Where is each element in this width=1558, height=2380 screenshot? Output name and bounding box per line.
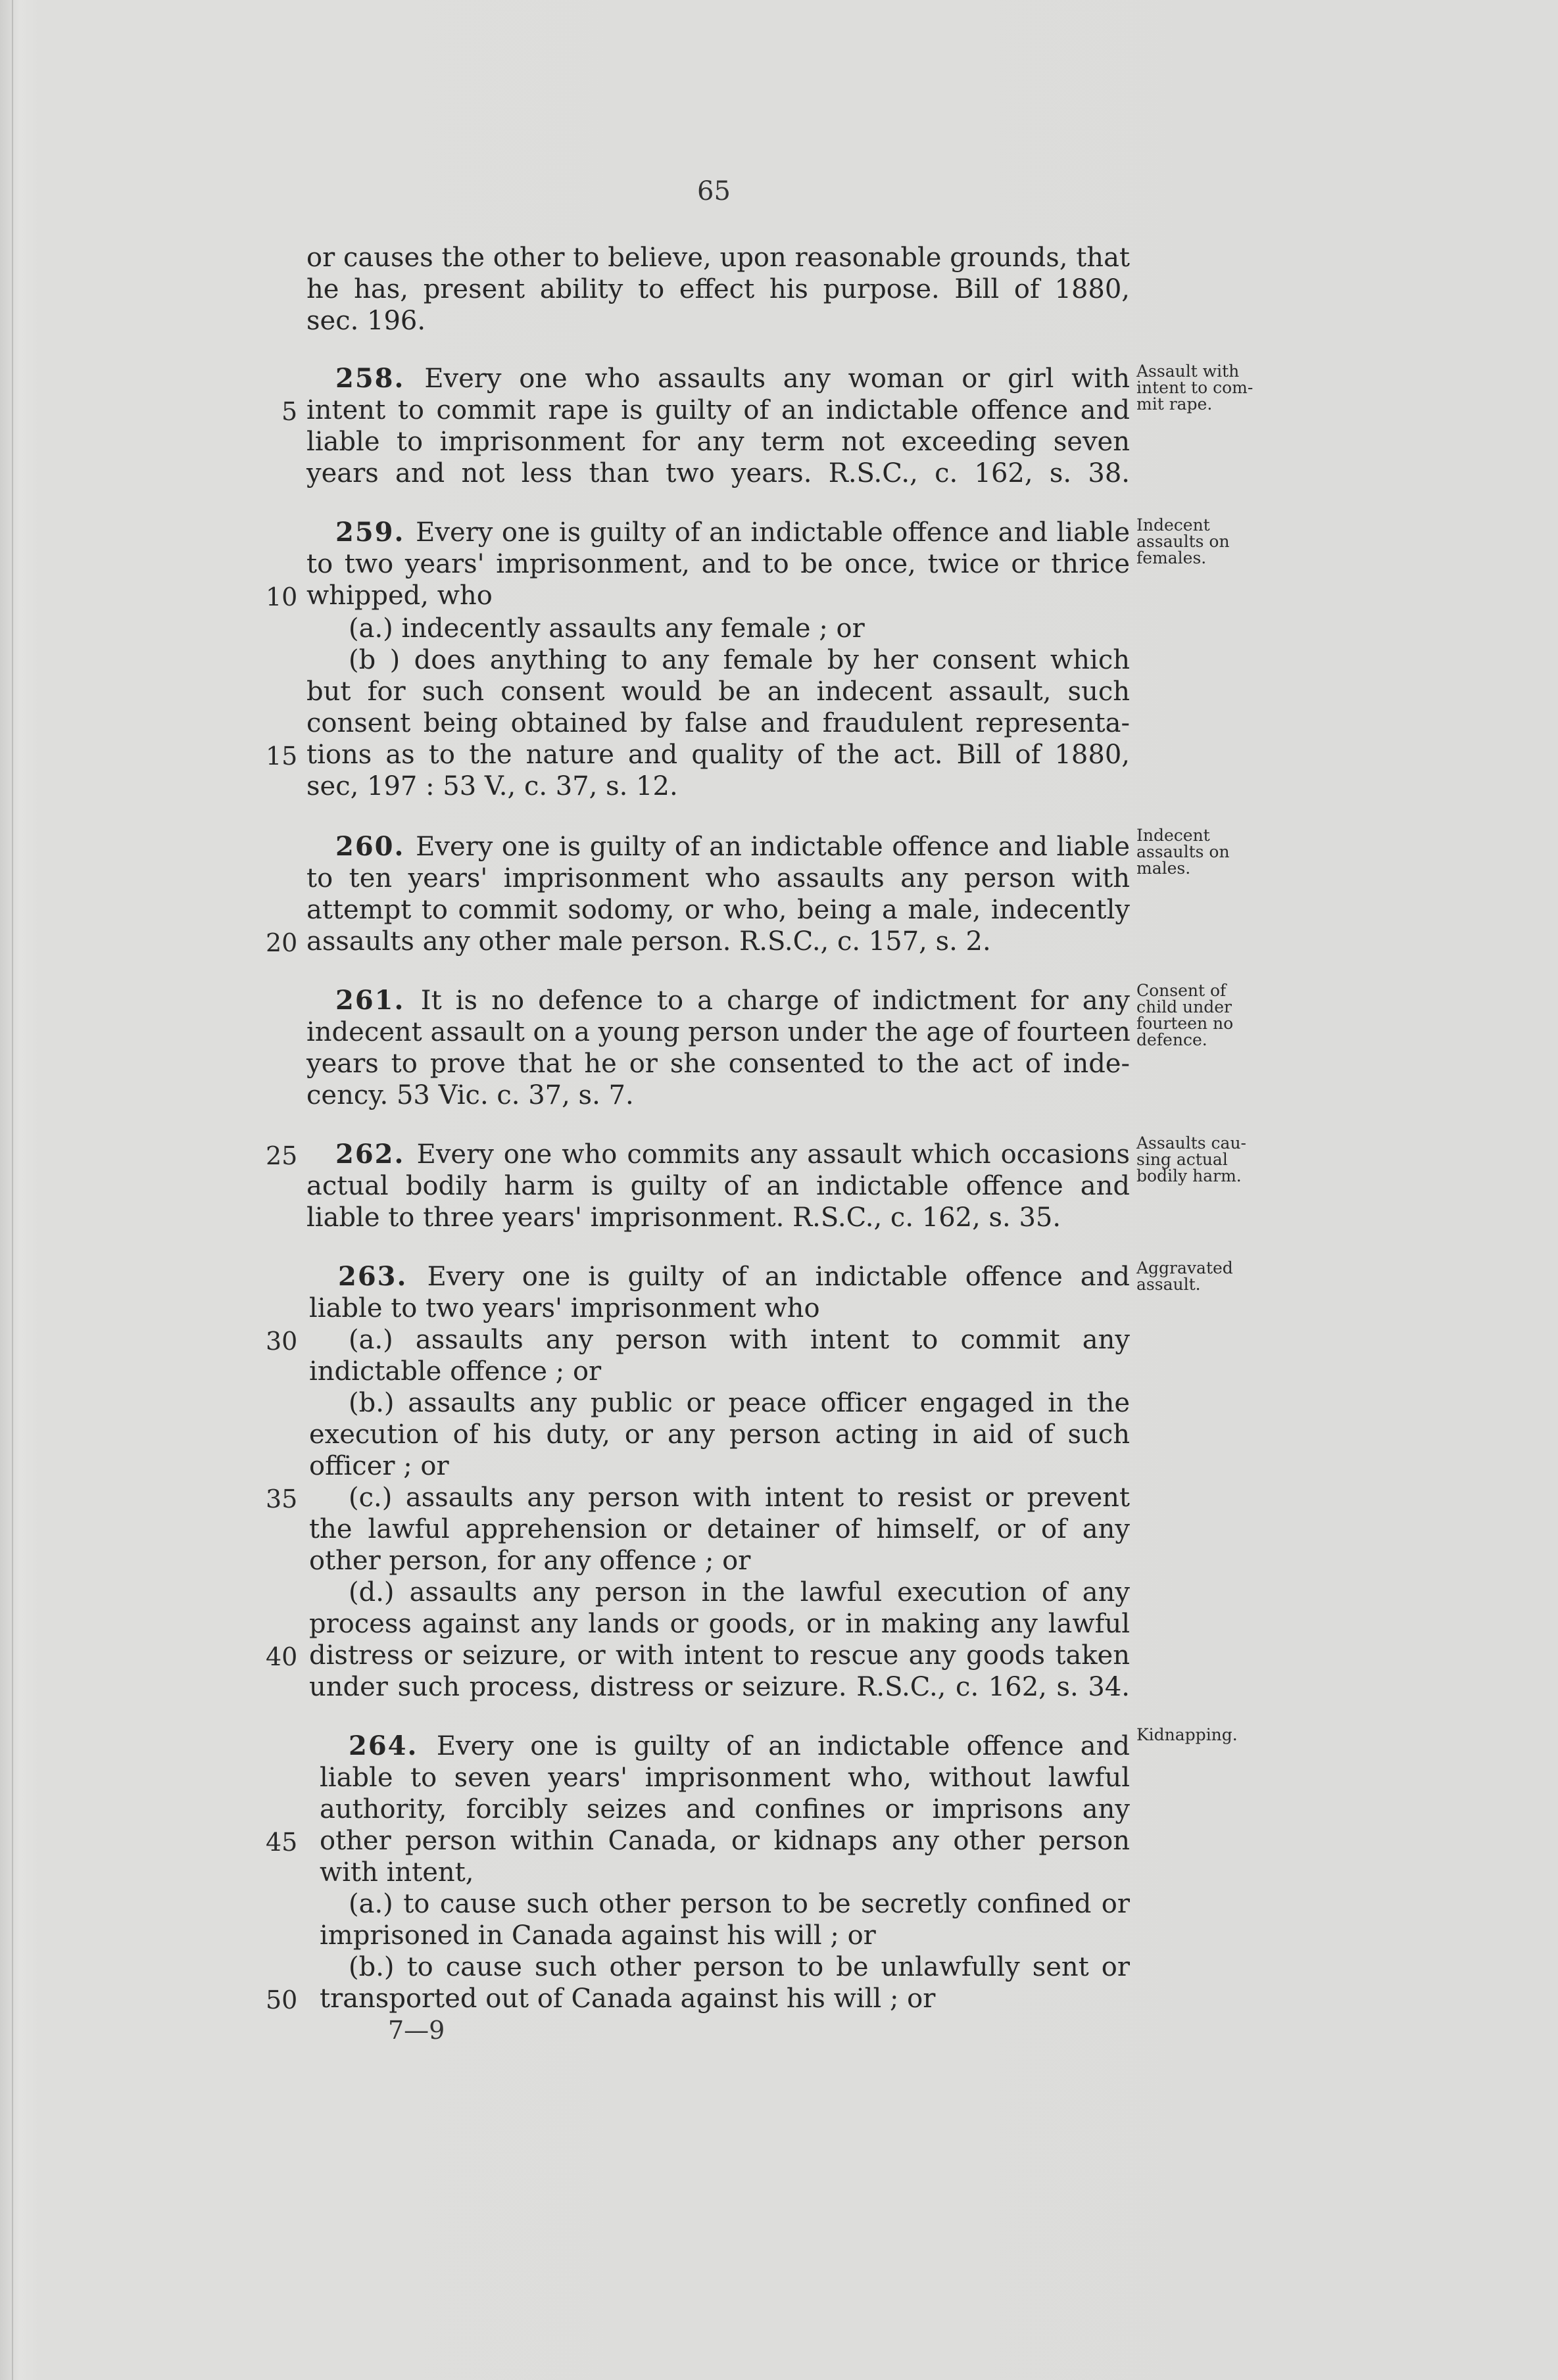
section-line — [335, 831, 1130, 863]
line-text: imprisoned in Canada against his will ; or — [320, 1920, 876, 1951]
text-line — [306, 242, 1130, 274]
text-line — [306, 1016, 1130, 1048]
section-number: 259. — [335, 517, 416, 548]
text-line — [309, 1513, 1130, 1545]
line-text: (a.) indecently assaults any female ; or — [349, 613, 865, 644]
text-line — [306, 1202, 1130, 1233]
text-line — [349, 1888, 1130, 1920]
line-number: 45 — [266, 1828, 298, 1857]
margin-note-line: assault. — [1136, 1275, 1201, 1294]
section-number: 260. — [335, 831, 416, 862]
line-text: officer ; or — [309, 1451, 449, 1481]
line-text: distress or seizure, or with intent to rescue any goods taken — [309, 1640, 1130, 1671]
section-number: 262. — [335, 1139, 417, 1170]
line-text: to two years' imprisonment, and to be once, twice or thrice — [306, 549, 1130, 579]
text-line — [306, 1048, 1130, 1080]
line-text: consent being obtained by false and fraudulent representa- — [306, 708, 1130, 738]
line-text: tions as to the nature and quality of the act. Bill of 1880, — [306, 740, 1130, 770]
section-line — [335, 1139, 1130, 1170]
line-text: other person within Canada, or kidnaps any other person — [320, 1826, 1130, 1856]
text-line — [306, 926, 1130, 957]
margin-note-line: fourteen no — [1136, 1014, 1234, 1033]
section-number: 258. — [335, 363, 425, 394]
line-text: (a.) assaults any person with intent to commit any — [349, 1325, 1130, 1355]
text-line — [309, 1419, 1130, 1450]
line-text: indictable offence ; or — [309, 1356, 602, 1387]
margin-note-line: intent to com- — [1136, 378, 1254, 397]
margin-note-line: Aggravated — [1136, 1258, 1233, 1277]
line-text: execution of his duty, or any person acting in aid of such — [309, 1419, 1130, 1450]
line-text: Every one is guilty of an indictable offence and liable — [416, 517, 1130, 548]
section-line — [349, 1730, 1130, 1762]
margin-note-line: females. — [1136, 548, 1207, 567]
text-line — [349, 1387, 1130, 1419]
text-line — [306, 771, 1130, 802]
text-line — [320, 1762, 1130, 1794]
text-line — [309, 1293, 1130, 1324]
line-text: indecent assault on a young person under the age of fourteen — [306, 1017, 1131, 1047]
text-line — [349, 644, 1130, 676]
line-text: years and not less than two years. R.S.C., c. 162, s. 38. — [306, 458, 1130, 488]
margin-note-line: child under — [1136, 997, 1232, 1016]
text-line — [309, 1608, 1130, 1640]
section-number: 263. — [338, 1261, 427, 1292]
section-number: 261. — [335, 985, 421, 1016]
margin-note-line: defence. — [1136, 1030, 1207, 1049]
signature-mark: 7—9 — [388, 2016, 445, 2045]
text-line — [349, 1324, 1130, 1356]
text-line — [306, 1170, 1130, 1202]
line-number: 50 — [266, 1986, 298, 2014]
line-text: (b.) assaults any public or peace officer engaged in the — [349, 1388, 1130, 1418]
section-line — [335, 517, 1130, 548]
text-line — [306, 274, 1130, 305]
line-text: (c.) assaults any person with intent to resist or prevent — [349, 1483, 1130, 1513]
line-text: whipped, who — [306, 581, 493, 611]
line-number: 30 — [266, 1327, 298, 1356]
section-line — [335, 363, 1130, 394]
text-line — [306, 739, 1130, 771]
section-line — [335, 985, 1130, 1016]
margin-note-line: bodily harm. — [1136, 1166, 1242, 1185]
page-edge — [12, 0, 13, 2380]
line-text: under such process, distress or seizure. R.S.C., c. 162, s. 34. — [309, 1672, 1130, 1702]
line-number: 5 — [281, 397, 298, 426]
line-text: Every one who commits any assault which occasions — [416, 1139, 1130, 1170]
line-text: with intent, — [320, 1857, 474, 1888]
text-line — [320, 1983, 1130, 2014]
text-line — [309, 1545, 1130, 1577]
text-line — [349, 613, 1130, 644]
margin-note — [1136, 827, 1230, 876]
text-line — [309, 1671, 1130, 1703]
line-text: Every one who assaults any woman or girl with — [424, 364, 1130, 394]
line-text: authority, forcibly seizes and confines or imprisons any — [320, 1794, 1130, 1824]
line-text: It is no defence to a charge of indictment for any — [420, 986, 1130, 1016]
line-number: 20 — [266, 928, 298, 957]
text-line — [306, 548, 1130, 580]
margin-note-line: Indecent — [1136, 515, 1210, 535]
line-text: the lawful apprehension or detainer of himself, or of any — [309, 1514, 1130, 1544]
line-text: (a.) to cause such other person to be secretly confined or — [349, 1889, 1130, 1919]
text-line — [306, 394, 1130, 426]
line-number: 40 — [266, 1642, 298, 1671]
line-text: but for such consent would be an indecent assault, such — [306, 677, 1130, 707]
text-line — [309, 1356, 1130, 1387]
margin-note — [1136, 363, 1253, 412]
text-line — [306, 676, 1130, 707]
line-text: liable to imprisonment for any term not exceeding seven — [306, 427, 1130, 457]
line-text: liable to two years' imprisonment who — [309, 1293, 820, 1323]
margin-note-line: Kidnapping. — [1136, 1725, 1238, 1744]
line-text: intent to commit rape is guilty of an indictable offence and — [306, 395, 1130, 425]
line-text: process against any lands or goods, or in making any lawful — [309, 1609, 1130, 1639]
line-number: 35 — [266, 1485, 298, 1513]
line-text: other person, for any offence ; or — [309, 1546, 751, 1576]
text-line — [320, 1794, 1130, 1825]
line-number: 25 — [266, 1141, 298, 1170]
line-number: 10 — [266, 583, 298, 611]
text-line — [309, 1450, 1130, 1482]
margin-note — [1136, 1260, 1233, 1293]
margin-note-line: Consent of — [1136, 981, 1227, 1000]
margin-note-line: assaults on — [1136, 532, 1230, 551]
line-text: liable to seven years' imprisonment who, without lawful — [320, 1763, 1130, 1793]
line-text: Every one is guilty of an indictable offence and liable — [416, 832, 1130, 862]
line-text: he has, present ability to effect his purpose. Bill of 1880, — [306, 274, 1130, 304]
text-line — [306, 580, 1130, 611]
text-line — [306, 1080, 1130, 1111]
line-text: Every one is guilty of an indictable offence and — [427, 1262, 1130, 1292]
text-line — [306, 426, 1130, 458]
line-text: cency. 53 Vic. c. 37, s. 7. — [306, 1080, 634, 1110]
line-text: attempt to commit sodomy, or who, being a male, indecently — [306, 895, 1130, 925]
line-text: to ten years' imprisonment who assaults any person with — [306, 863, 1130, 893]
text-line — [306, 458, 1130, 489]
text-line — [306, 894, 1130, 926]
margin-note — [1136, 982, 1233, 1048]
section-line — [338, 1261, 1130, 1293]
text-line — [306, 305, 1130, 337]
text-line — [349, 1482, 1130, 1513]
text-line — [309, 1640, 1130, 1671]
page-number: 65 — [697, 176, 731, 206]
text-line — [349, 1951, 1130, 1983]
margin-note-line: mit rape. — [1136, 394, 1213, 414]
section-number: 264. — [349, 1730, 437, 1761]
line-text: (b.) to cause such other person to be unlawfully sent or — [349, 1952, 1130, 1982]
line-text: (b ) does anything to any female by her consent which — [349, 645, 1130, 675]
line-number: 15 — [266, 742, 298, 771]
line-text: transported out of Canada against his will ; or — [320, 1984, 936, 2014]
text-line — [320, 1920, 1130, 1951]
margin-note — [1136, 517, 1230, 566]
margin-note-line: assaults on — [1136, 842, 1230, 861]
margin-note — [1136, 1135, 1246, 1184]
text-line — [306, 863, 1130, 894]
line-text: actual bodily harm is guilty of an indictable offence and — [306, 1171, 1130, 1201]
line-text: (d.) assaults any person in the lawful execution of any — [349, 1577, 1130, 1607]
line-text: years to prove that he or she consented to the act of inde- — [306, 1049, 1130, 1079]
text-line — [306, 707, 1130, 739]
line-text: liable to three years' imprisonment. R.S.C., c. 162, s. 35. — [306, 1202, 1061, 1233]
margin-note-line: Indecent — [1136, 826, 1210, 845]
text-line — [349, 1577, 1130, 1608]
margin-note-line: males. — [1136, 859, 1191, 878]
line-text: or causes the other to believe, upon reasonable grounds, that — [306, 243, 1130, 273]
line-text: sec, 197 : 53 V., c. 37, s. 12. — [306, 771, 678, 801]
line-text: assaults any other male person. R.S.C., c. 157, s. 2. — [306, 926, 991, 957]
text-line — [320, 1857, 1130, 1888]
line-text: Every one is guilty of an indictable offence and — [436, 1731, 1130, 1761]
text-line — [320, 1825, 1130, 1857]
margin-note-line: sing actual — [1136, 1150, 1228, 1169]
margin-note — [1136, 1726, 1238, 1743]
line-text: sec. 196. — [306, 306, 426, 336]
margin-note-line: Assault with — [1136, 362, 1240, 381]
margin-note-line: Assaults cau- — [1136, 1133, 1246, 1153]
